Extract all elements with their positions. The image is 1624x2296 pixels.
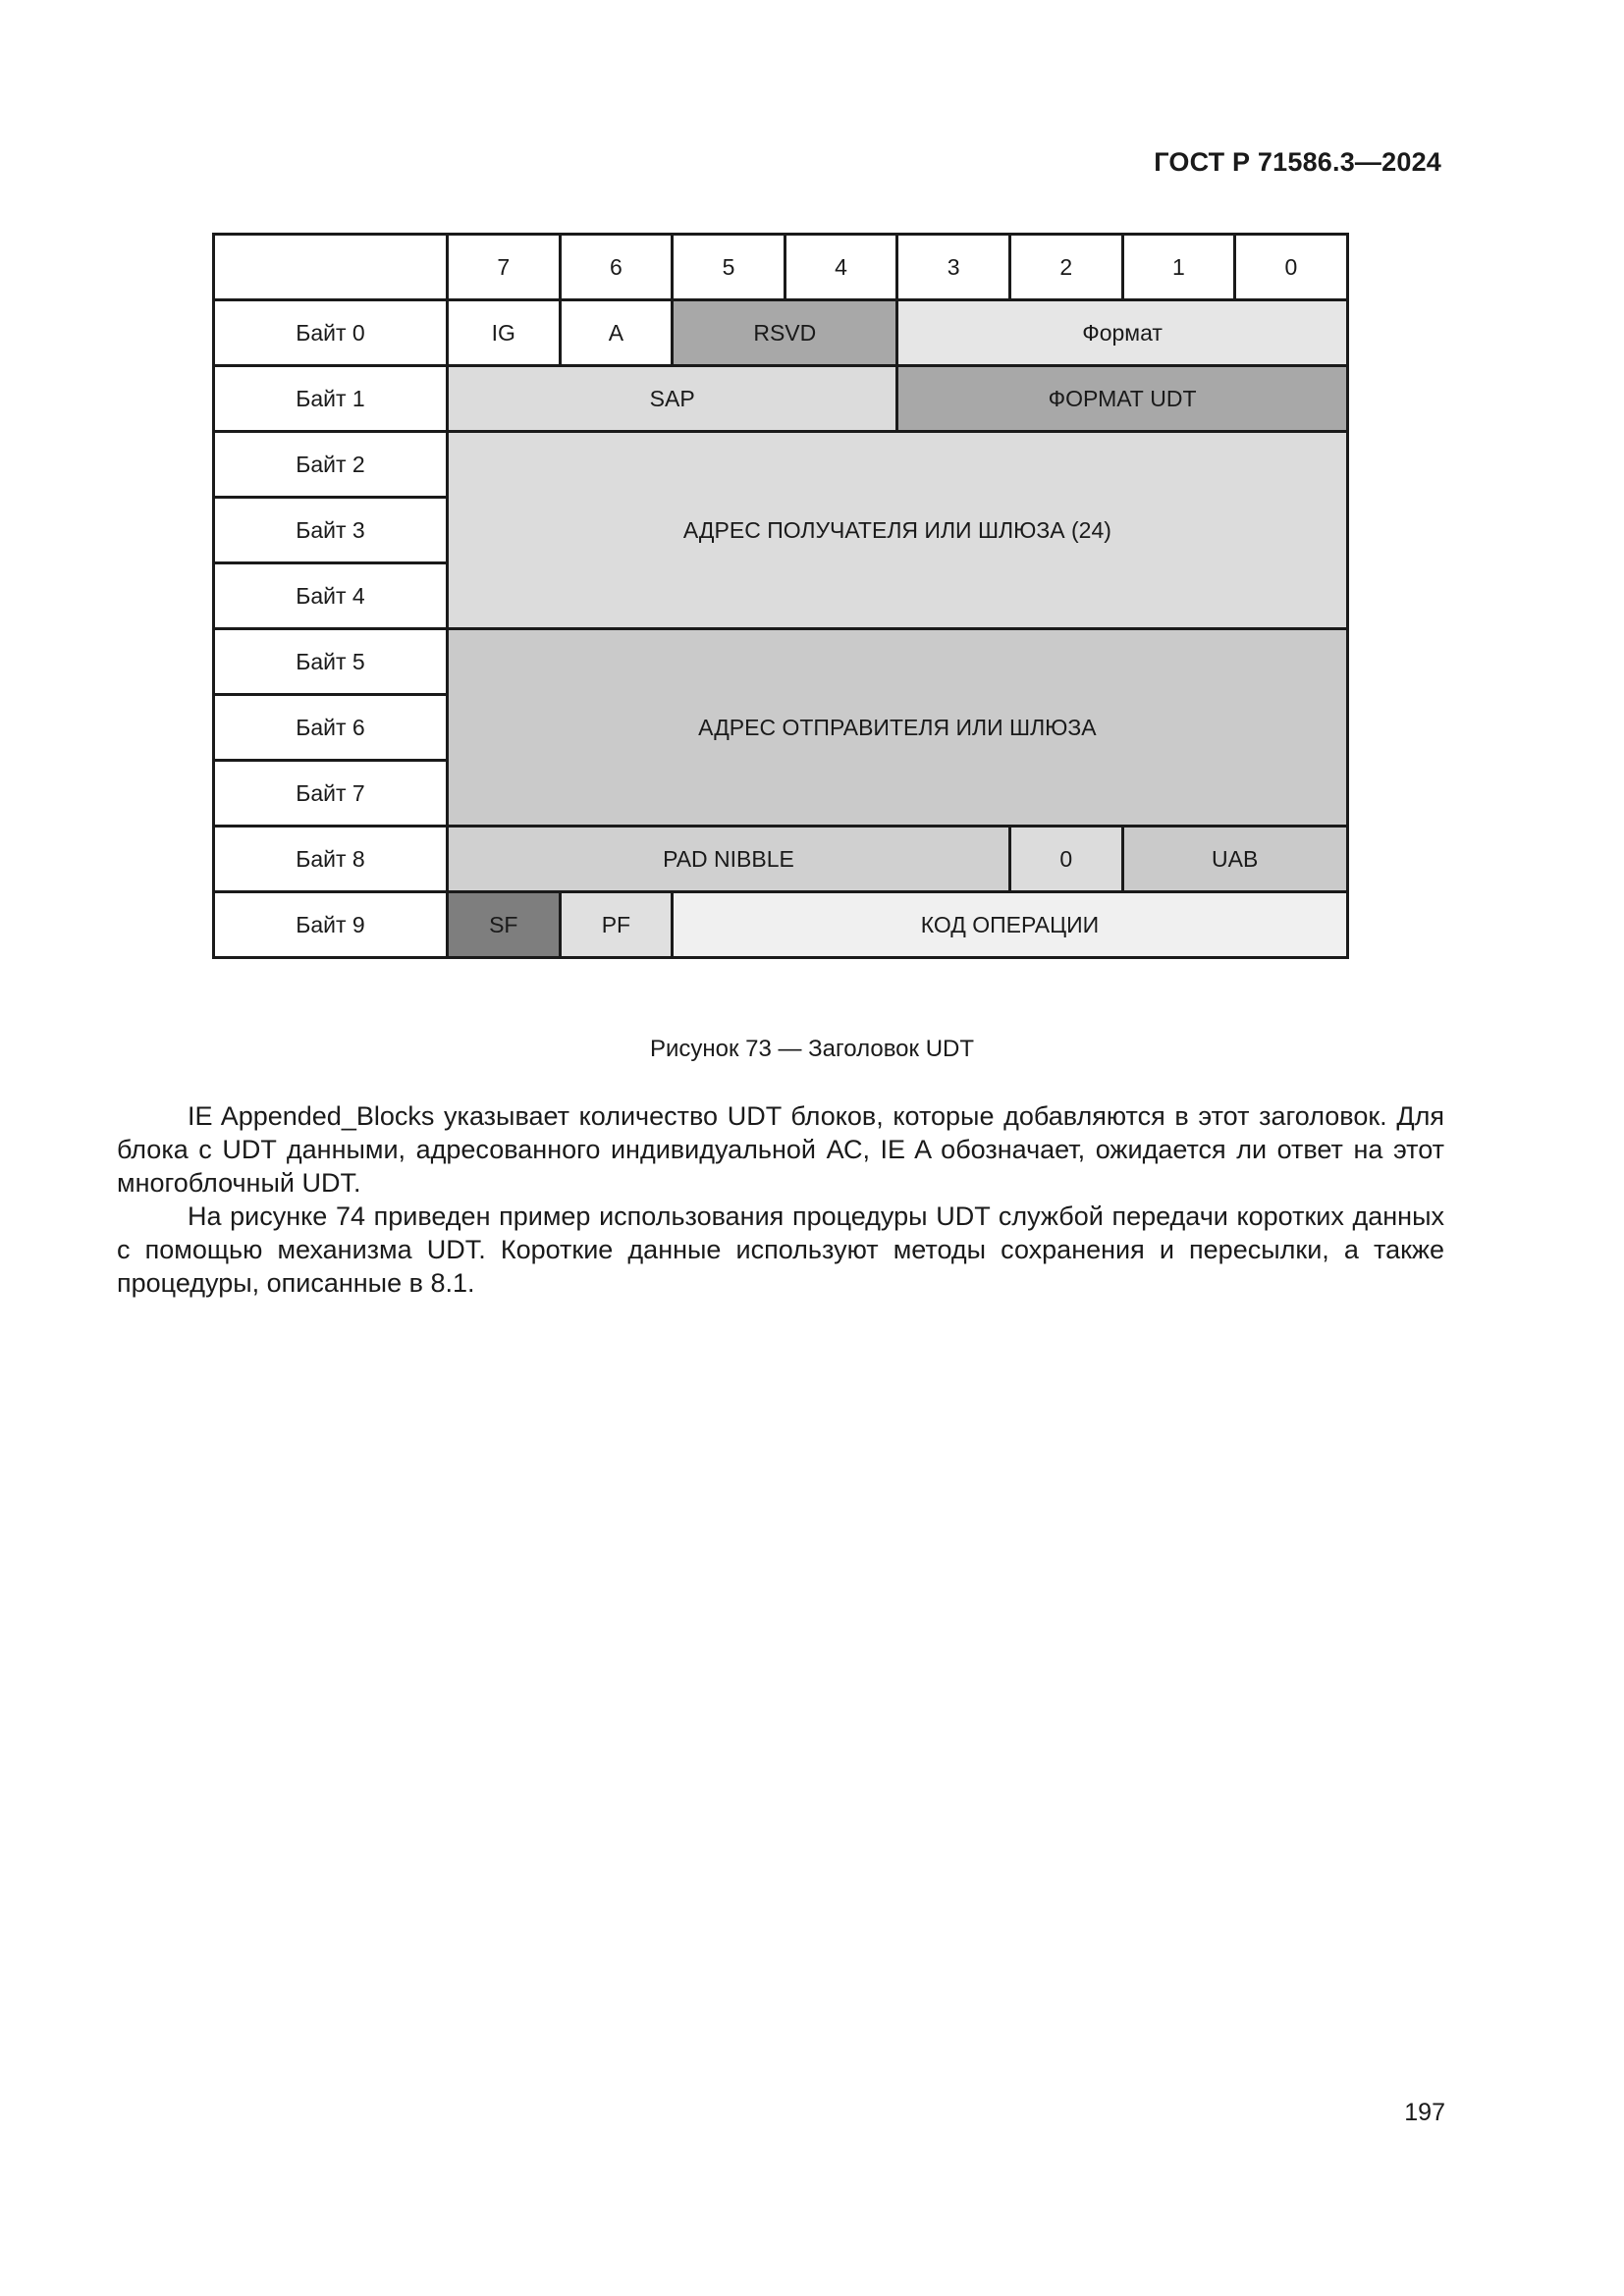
byte-2-row	[214, 432, 1348, 498]
bit-7-header: 7	[448, 235, 561, 300]
byte-0-row	[214, 300, 1348, 366]
udt-header-figure	[212, 233, 1349, 959]
opcode-field: КОД ОПЕРАЦИИ	[673, 892, 1348, 958]
a-field: A	[560, 300, 673, 366]
bit-3-header: 3	[897, 235, 1010, 300]
byte-8-row	[214, 827, 1348, 892]
bit-1-header: 1	[1122, 235, 1235, 300]
page-number: 197	[1404, 2099, 1445, 2126]
byte-5-label: Байт 5	[214, 629, 448, 695]
byte-4-label: Байт 4	[214, 563, 448, 629]
destination-address-field: АДРЕС ПОЛУЧАТЕЛЯ ИЛИ ШЛЮЗА (24)	[448, 432, 1348, 629]
bit-0-header: 0	[1235, 235, 1348, 300]
bit-4-header: 4	[785, 235, 897, 300]
byte-7-label: Байт 7	[214, 761, 448, 827]
byte-9-row	[214, 892, 1348, 958]
body-paragraph-1: IE Appended_Blocks указывает количество UDT блоков, которые добавляются в этот заголовок. Для блока с UDT данными, адресованного индивидуальной АС, IE A обозначает, ожидается ли ответ на этот многоблочный UDT.	[117, 1101, 1444, 1198]
byte-6-label: Байт 6	[214, 695, 448, 761]
byte-3-label: Байт 3	[214, 498, 448, 563]
byte-0-label: Байт 0	[214, 300, 448, 366]
rsvd-field: RSVD	[673, 300, 897, 366]
bit-header-row	[214, 235, 1348, 300]
bit-6-header: 6	[560, 235, 673, 300]
format-field: Формат	[897, 300, 1347, 366]
byte-8-label: Байт 8	[214, 827, 448, 892]
figure-caption: Рисунок 73 — Заголовок UDT	[649, 1036, 975, 1062]
sf-field: SF	[448, 892, 561, 958]
document-code: ГОСТ Р 71586.3—2024	[1154, 147, 1441, 177]
source-address-field: АДРЕС ОТПРАВИТЕЛЯ ИЛИ ШЛЮЗА	[448, 629, 1348, 827]
bit-2-header: 2	[1009, 235, 1122, 300]
zero-bit-field: 0	[1009, 827, 1122, 892]
sap-field: SAP	[448, 366, 897, 432]
byte-2-label: Байт 2	[214, 432, 448, 498]
bit-5-header: 5	[673, 235, 785, 300]
corner-cell	[214, 235, 448, 300]
uab-field: UAB	[1122, 827, 1347, 892]
ig-field: IG	[448, 300, 561, 366]
byte-1-row	[214, 366, 1348, 432]
udt-format-field: ФОРМАТ UDT	[897, 366, 1347, 432]
body-paragraph-2: На рисунке 74 приведен пример использования процедуры UDT службой передачи коротких данных с помощью механизма UDT. Короткие данные используют методы сохранения и пересылки, а также процедуры, описанные в 8.1.	[117, 1201, 1444, 1298]
byte-5-row	[214, 629, 1348, 695]
byte-1-label: Байт 1	[214, 366, 448, 432]
byte-9-label: Байт 9	[214, 892, 448, 958]
pad-nibble-field: PAD NIBBLE	[448, 827, 1010, 892]
pf-field: PF	[560, 892, 673, 958]
